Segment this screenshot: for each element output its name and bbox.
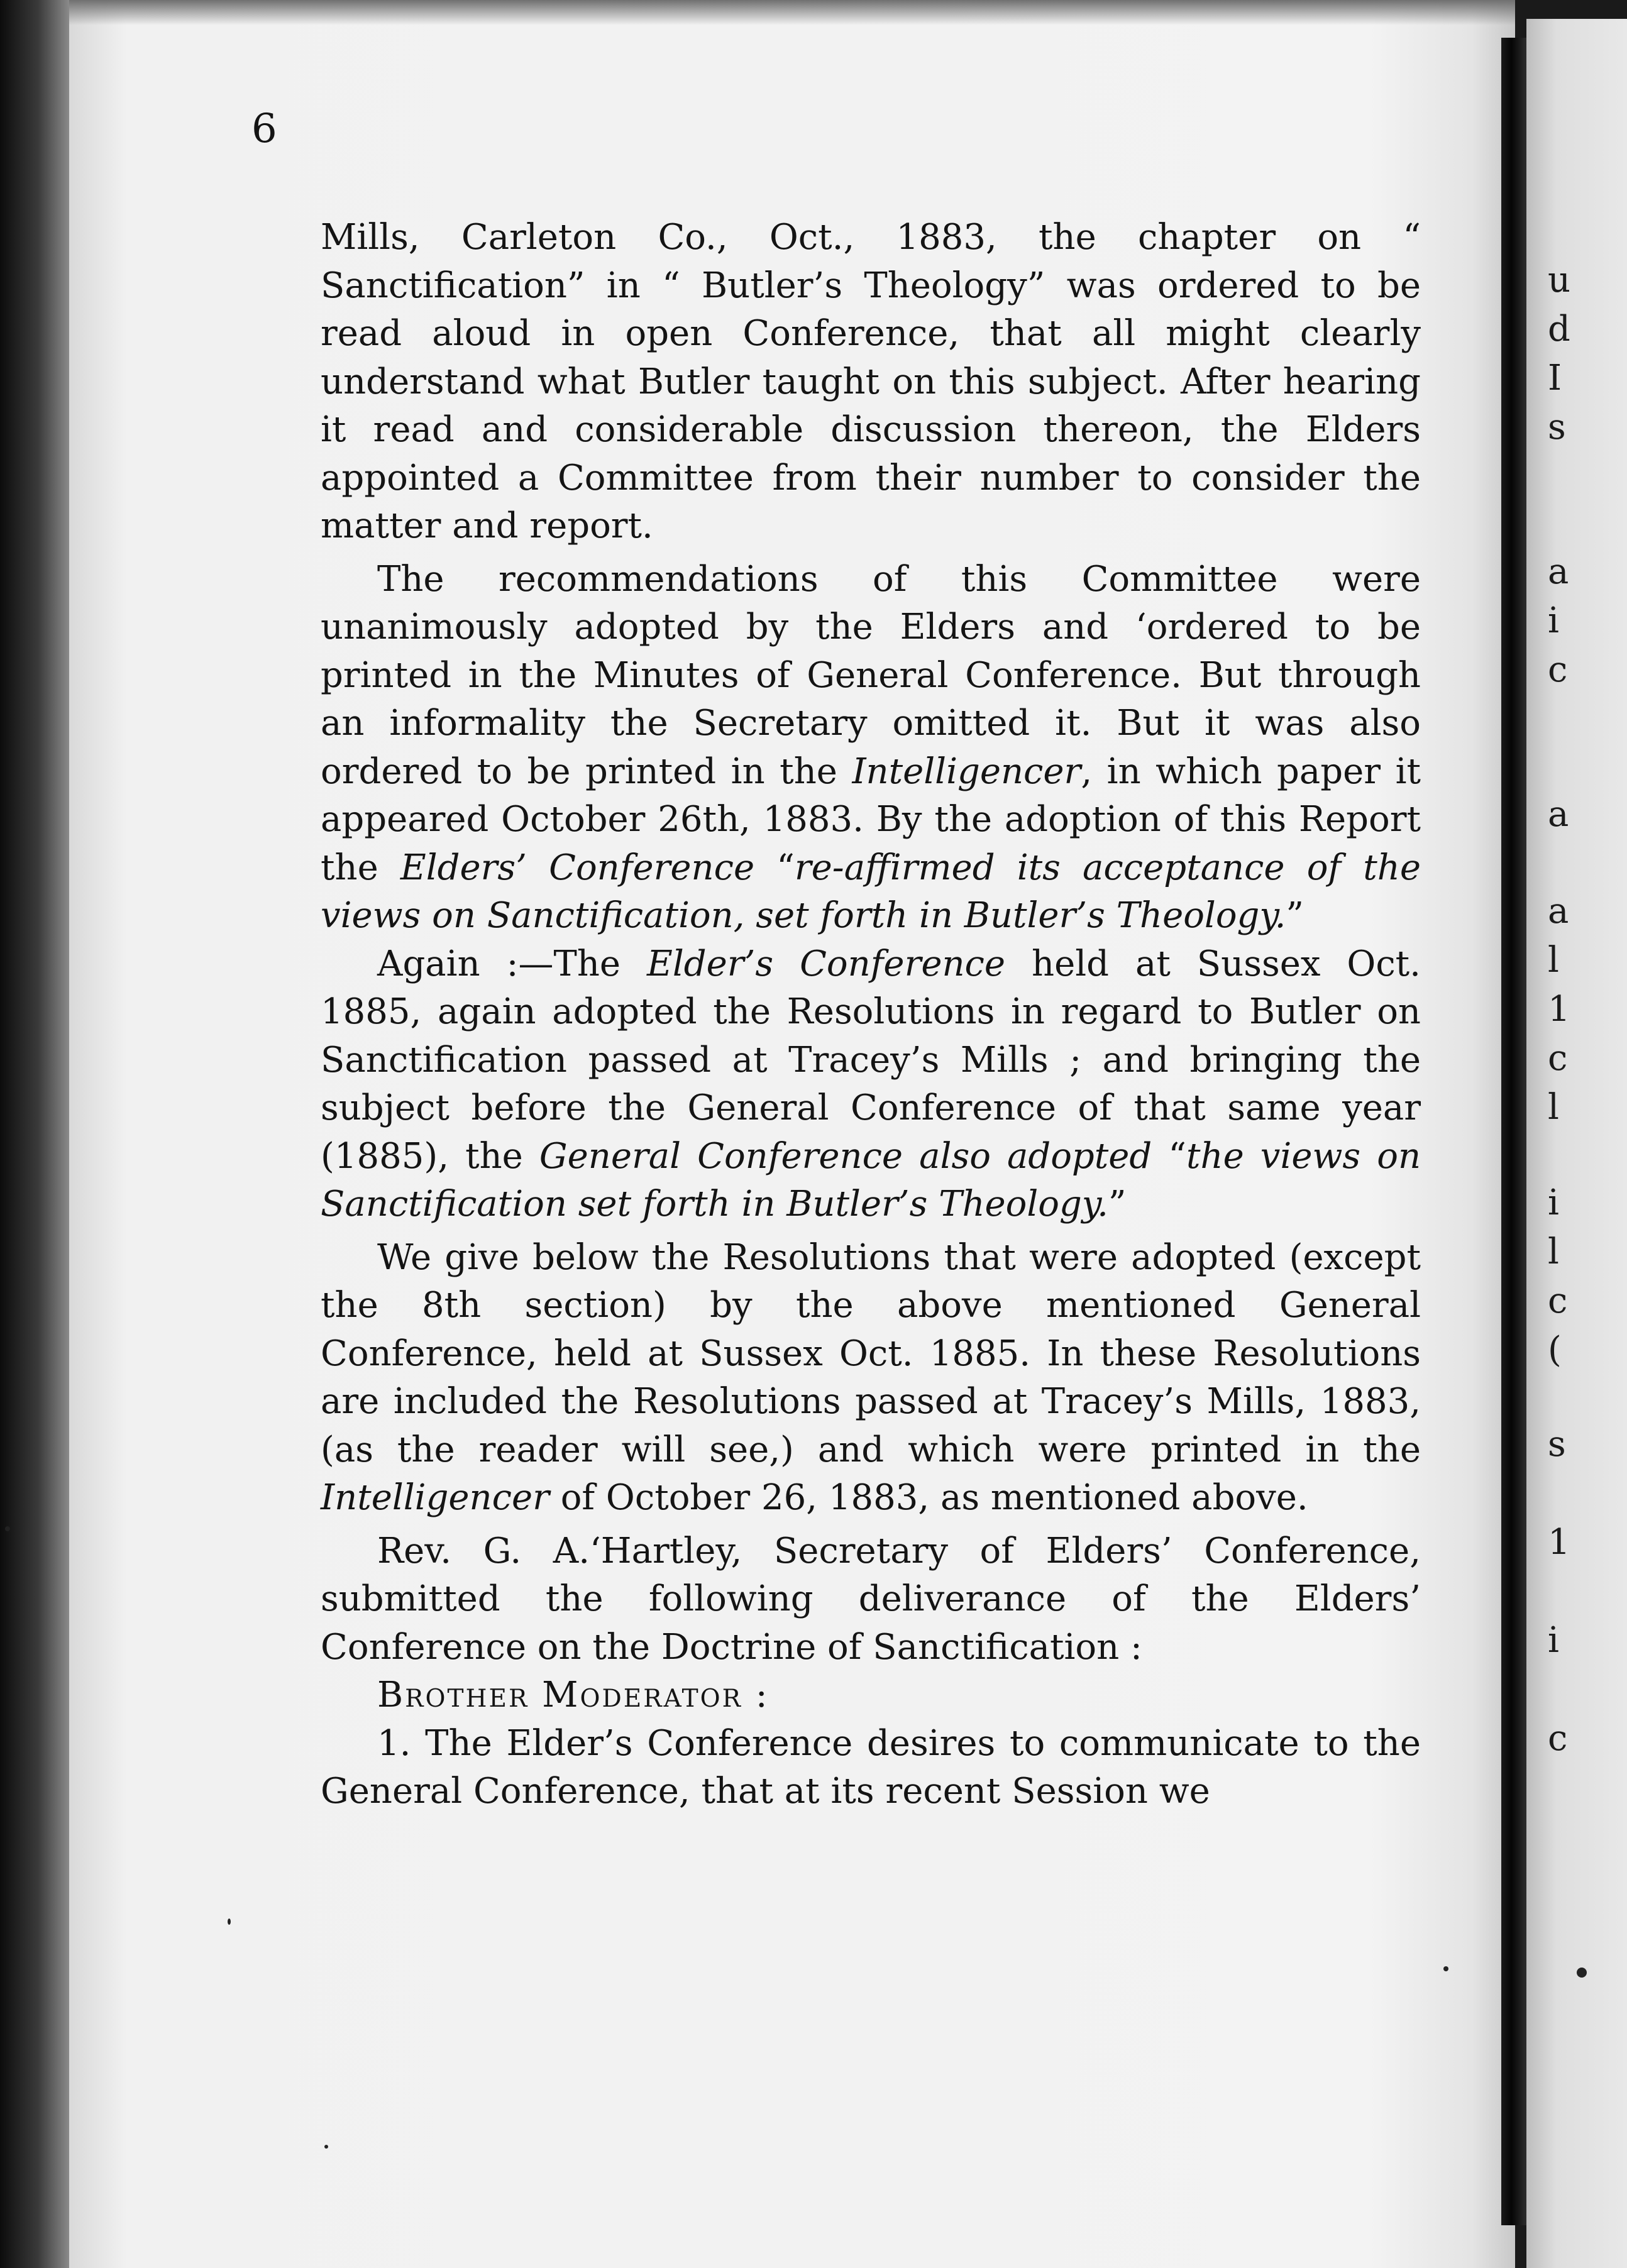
- text-run: Rev. G. A.ʻHartley, Secretary of Elders’ Conference, submitted the following deliverance of the Elders’ Conference on the Doctrine of Sanctification :: [321, 1530, 1421, 1668]
- facing-fragment: c: [1548, 1284, 1568, 1319]
- facing-fragment: I: [1548, 361, 1562, 396]
- facing-fragment: l: [1548, 943, 1559, 978]
- salutation: [321, 1671, 1421, 1720]
- facing-fragment: i: [1548, 603, 1559, 639]
- page-number: 6: [251, 106, 277, 152]
- facing-fragment: s: [1548, 1427, 1566, 1462]
- facing-fragment: l: [1548, 1090, 1559, 1125]
- facing-fragment: 1: [1548, 1525, 1570, 1560]
- paragraph: [321, 1720, 1421, 1816]
- italic-run: the views on Sanctification set forth in Butler’s Theology.: [321, 1135, 1421, 1225]
- facing-fragment: a: [1548, 894, 1569, 929]
- facing-fragment: a: [1548, 797, 1569, 832]
- facing-fragment: s: [1548, 410, 1566, 445]
- facing-fragment: u: [1548, 263, 1571, 298]
- facing-fragment: l: [1548, 1235, 1559, 1270]
- italic-run: Elder’s Conference: [647, 943, 1006, 984]
- facing-fragment: d: [1548, 312, 1570, 347]
- text-run: “: [754, 847, 795, 888]
- facing-page-edge: [1526, 19, 1627, 2268]
- italic-run: re-affirmed its acceptance of the views on Sanctification, set forth in Butler’s Theology.: [321, 847, 1421, 936]
- facing-fragment: i: [1548, 1623, 1559, 1658]
- text-run: ”: [1108, 1184, 1127, 1225]
- book-gutter: [1501, 38, 1526, 2225]
- facing-fragment: c: [1548, 1721, 1568, 1756]
- facing-fragment: c: [1548, 652, 1568, 688]
- text-run: The recommendations of this Committee were unanimously adopted by the Elders and ‘ordered to be printed in the Minutes of General Conference. But through an informality the Secretary omitted it. But it was also ordered to be printed in the: [321, 558, 1421, 792]
- paragraph: [321, 214, 1421, 551]
- italic-run: General Conference also adopted: [539, 1135, 1152, 1177]
- scan-left-edge: [0, 0, 69, 2268]
- italic-run: Intelligencer: [852, 751, 1081, 792]
- text-run: ”: [1286, 895, 1304, 936]
- facing-fragment: i: [1548, 1186, 1559, 1221]
- scan-speck: [1577, 1968, 1587, 1978]
- text-run: “: [1152, 1135, 1186, 1177]
- facing-fragment: 1: [1548, 992, 1570, 1027]
- scan-speck: [324, 2145, 328, 2149]
- scan-speck: [5, 1526, 10, 1531]
- italic-run: Intelligencer: [321, 1477, 549, 1518]
- paragraph: [321, 556, 1421, 940]
- text-run: , in which paper it appeared October 26th, 1883. By the adoption of this Report the: [321, 751, 1421, 888]
- paragraph: [321, 1528, 1421, 1672]
- text-run: of October 26, 1883, as mentioned above.: [549, 1477, 1308, 1518]
- small-caps-run: Brother Moderator :: [377, 1675, 769, 1715]
- text-run: Again :—The: [377, 943, 648, 984]
- scan-speck: [228, 1918, 231, 1925]
- body-text: [321, 214, 1421, 1816]
- facing-fragment: c: [1548, 1041, 1568, 1076]
- facing-fragment: a: [1548, 554, 1569, 590]
- text-run: We give below the Resolutions that were adopted (except the 8th section) by the above mentioned General Conference, held at Sussex Oct. 1885. In these Resolutions are included the Resolutions passed at Tracey’s Mills, 1883, (as the reader will see,) and which were printed in the: [321, 1236, 1421, 1470]
- scan-speck: [1443, 1966, 1448, 1971]
- text-run: held at Sussex Oct. 1885, again adopted the Resolutions in regard to Butler on Sanctification passed at Tracey’s Mills ; and bringing the subject before the General Conference of that same year (1885), the: [321, 943, 1421, 1177]
- paragraph: [321, 940, 1421, 1229]
- italic-run: Elders’ Conference: [400, 847, 755, 888]
- facing-fragment: (: [1548, 1333, 1562, 1368]
- text-run: Mills, Carleton Co., Oct., 1883, the chapter on “ Sanctification” in “ Butler’s Theology” was ordered to be read aloud in open Conference, that all might clearly understand what Butler taught on this subject. After hearing it read and considerable discussion thereon, the Elders appointed a Committee from their number to consider the matter and report.: [321, 217, 1421, 546]
- paragraph: [321, 1234, 1421, 1522]
- text-run: 1. The Elder’s Conference desires to communicate to the General Conference, that at its recent Session we: [321, 1722, 1421, 1812]
